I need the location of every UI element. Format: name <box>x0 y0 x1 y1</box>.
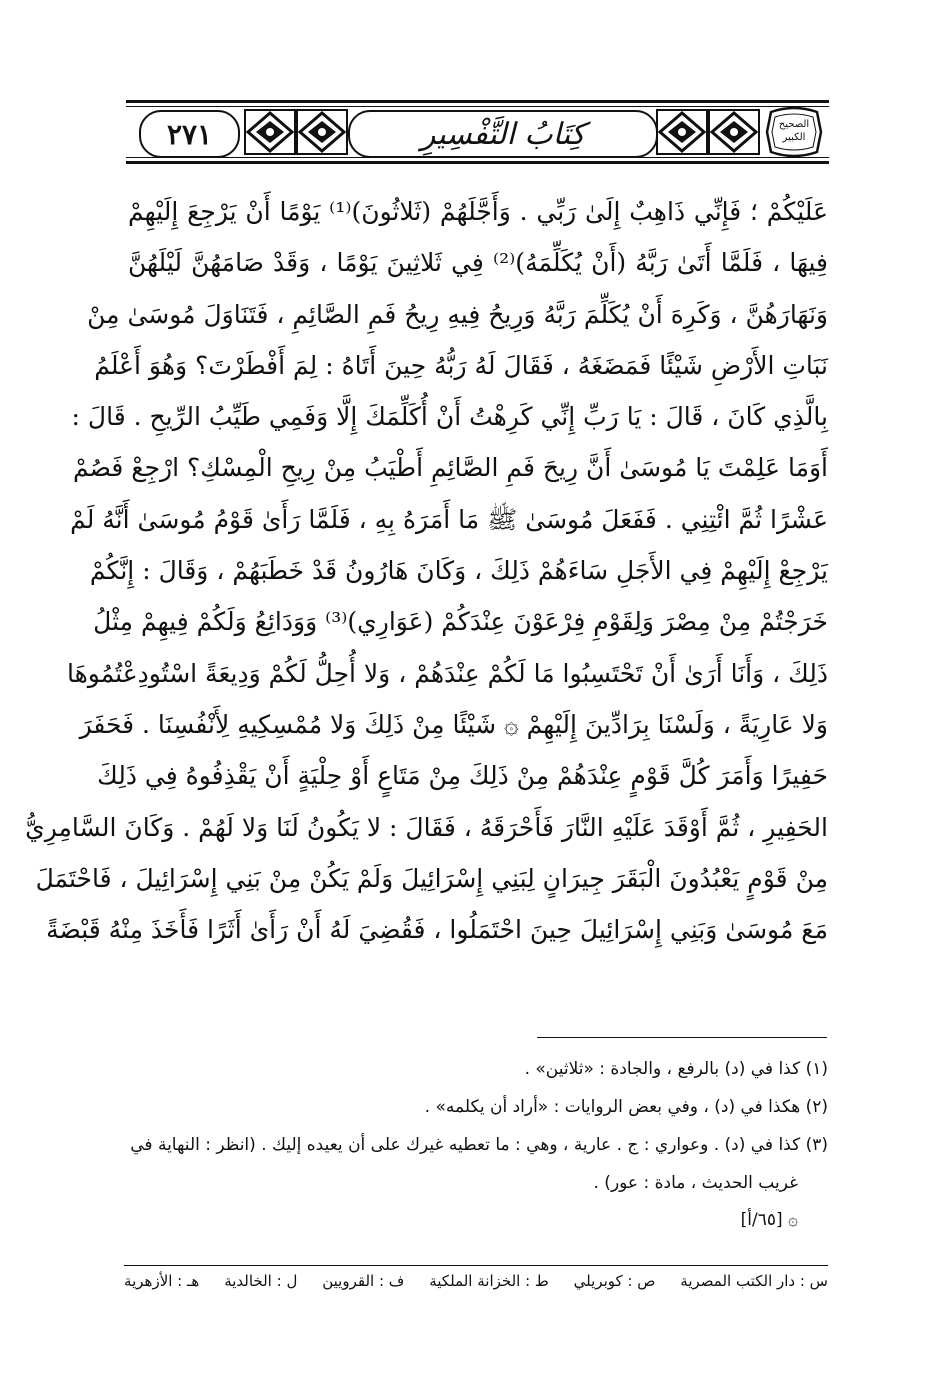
logo-word: الكبير <box>782 132 806 143</box>
siglum: ف : القرويين <box>322 1272 405 1290</box>
folio-marker: ۞ [٦٥/أ] <box>740 1210 798 1230</box>
text-line: عَشْرًا ثُمَّ ائْتِنِي . فَفَعَلَ مُوسَىٰ ﷺ مَا أَمَرَهُ بِهِ ، فَلَمَّا رَأَىٰ قَوْمُ مُوسَىٰ أَنَّهُ لَمْ <box>70 504 828 534</box>
text-line: خَرَجْتُمْ مِنْ مِصْرَ وَلِقَوْمِ فِرْعَوْنَ عِنْدَكُمْ (عَوَارِي)⁽³⁾ وَوَدَائِعُ وَلَكُمْ فِيهِمْ مِثْلُ <box>93 607 828 637</box>
footnotes <box>128 1052 828 1236</box>
ornament-icon <box>708 109 760 155</box>
text-line: يَرْجِعْ إِلَيْهِمْ فِي الأَجَلِ سَاءَهُمْ ذَلِكَ ، وَكَانَ هَارُونُ قَدْ خَطَبَهُمْ ، وَقَالَ : إِنَّكُمْ <box>89 556 828 586</box>
book-title: كِتَابُ التَّفْسِيرِ <box>420 116 586 152</box>
page-number-frame <box>139 110 240 158</box>
header-bottom-rule <box>126 161 829 164</box>
footnote-separator <box>537 1037 827 1038</box>
manuscript-sigla <box>124 1272 828 1290</box>
text-line: بِالَّذِي كَانَ ، قَالَ : يَا رَبِّ إِنِّي كَرِهْتُ أَنْ أُكَلِّمَكَ إِلَّا وَفَمِي طَيِّبُ الرِّيحِ . قَالَ : <box>71 402 828 432</box>
page-header <box>126 100 829 164</box>
ornament-icon <box>244 109 296 155</box>
footnote: (١) كذا في (د) بالرفع ، والجادة : «ثلاثين» . <box>524 1059 828 1079</box>
main-text <box>25 186 828 955</box>
header-top-rule <box>126 100 829 103</box>
siglum: س : دار الكتب المصرية <box>680 1272 828 1290</box>
text-line: حَفِيرًا وَأَمَرَ كُلَّ قَوْمٍ عِنْدَهُمْ مِنْ ذَلِكَ مِنْ مَتَاعٍ أَوْ حِلْيَةٍ أَنْ يَقْذِفُوهُ فِي ذَلِكَ <box>97 761 828 791</box>
text-line: وَلا عَارِيَةً ، وَلَسْنَا بِرَادِّينَ إِلَيْهِمْ ۞ شَيْئًا مِنْ ذَلِكَ وَلا مُمْسِكِيهِ لِأَنْفُسِنَا . فَحَفَرَ <box>79 709 828 739</box>
siglum: هـ : الأزهرية <box>124 1272 200 1290</box>
siglum: ل : الخالدية <box>224 1272 298 1290</box>
sigla-separator <box>124 1265 828 1266</box>
title-frame <box>348 110 658 158</box>
text-line: مَعَ مُوسَىٰ وَبَنِي إِسْرَائِيلَ حِينَ احْتَمَلُوا ، فَقُضِيَ لَهُ أَنْ رَأَىٰ أَثَرًا فَأَخَذَ مِنْهُ قَبْضَةً <box>46 915 828 945</box>
logo-word: الصحيح <box>778 119 810 130</box>
page-number: ٢٧١ <box>166 117 213 151</box>
footnote-continuation: غريب الحديث ، مادة : عور) . <box>593 1173 798 1193</box>
text-line: أَوَمَا عَلِمْتَ يَا مُوسَىٰ أَنَّ رِيحَ فَمِ الصَّائِمِ أَطْيَبُ مِنْ رِيحِ الْمِسْكِ؟ ارْجِعْ فَصُمْ <box>73 453 828 483</box>
ornament-icon <box>296 109 348 155</box>
text-line: الحَفِيرِ ، ثُمَّ أَوْقَدَ عَلَيْهِ النَّارَ فَأَحْرَقَهُ ، فَقَالَ : لا يَكُونُ لَنَا وَلا لَهُمْ . وَكَانَ السَّامِرِيُّ <box>25 812 828 842</box>
text-line: مِنْ قَوْمٍ يَعْبُدُونَ الْبَقَرَ جِيرَانٍ لِبَنِي إِسْرَائِيلَ وَلَمْ يَكُنْ مِنْ بَنِي إِسْرَائِيلَ ، فَاحْتَمَلَ <box>35 863 828 893</box>
book-logo <box>763 108 825 156</box>
ornament-icon <box>656 109 708 155</box>
text-line: وَنَهَارَهُنَّ ، وَكَرِهَ أَنْ يُكَلِّمَ رَبَّهُ وَرِيحُ فِيهِ رِيحُ فَمِ الصَّائِمِ ، فَتَنَاوَلَ مُوسَىٰ مِنْ <box>87 299 828 329</box>
text-line: فِيهَا ، فَلَمَّا أَتَىٰ رَبَّهُ (أَنْ يُكَلِّمَهُ)⁽²⁾ فِي ثَلاثِينَ يَوْمًا ، وَقَدْ صَامَهُنَّ لَيْلَهُنَّ <box>128 248 828 278</box>
siglum: ص : كوبريلي <box>573 1272 656 1290</box>
siglum: ط : الخزانة الملكية <box>429 1272 549 1290</box>
text-line: ذَلِكَ ، وَأَنَا أَرَىٰ أَنْ تَحْتَسِبُوا مَا لَكُمْ عِنْدَهُمْ ، وَلا أُحِلُّ لَكُمْ وَدِيعَةً اسْتُودِعْتُمُوهَا <box>67 658 828 688</box>
footnote: (٢) هكذا في (د) ، وفي بعض الروايات : «أراد أن يكلمه» . <box>424 1097 828 1117</box>
text-line: عَلَيْكُمْ ؛ فَإِنِّي ذَاهِبٌ إِلَىٰ رَبِّي . وَأَجَّلَهُمْ (ثَلاثُونَ)⁽¹⁾ يَوْمًا أَنْ يَرْجِعَ إِلَيْهِمْ <box>128 197 828 226</box>
footnote: (٣) كذا في (د) . وعواري : ج . عارية ، وهي : ما تعطيه غيرك على أن يعيده إليك . (انظر : النهاية في <box>130 1135 828 1155</box>
text-line: نَبَاتِ الأَرْضِ شَيْئًا فَمَضَغَهُ ، فَقَالَ لَهُ رَبُّهُ حِينَ أَتَاهُ : لِمَ أَفْطَرْتَ؟ وَهُوَ أَعْلَمُ <box>94 350 828 380</box>
